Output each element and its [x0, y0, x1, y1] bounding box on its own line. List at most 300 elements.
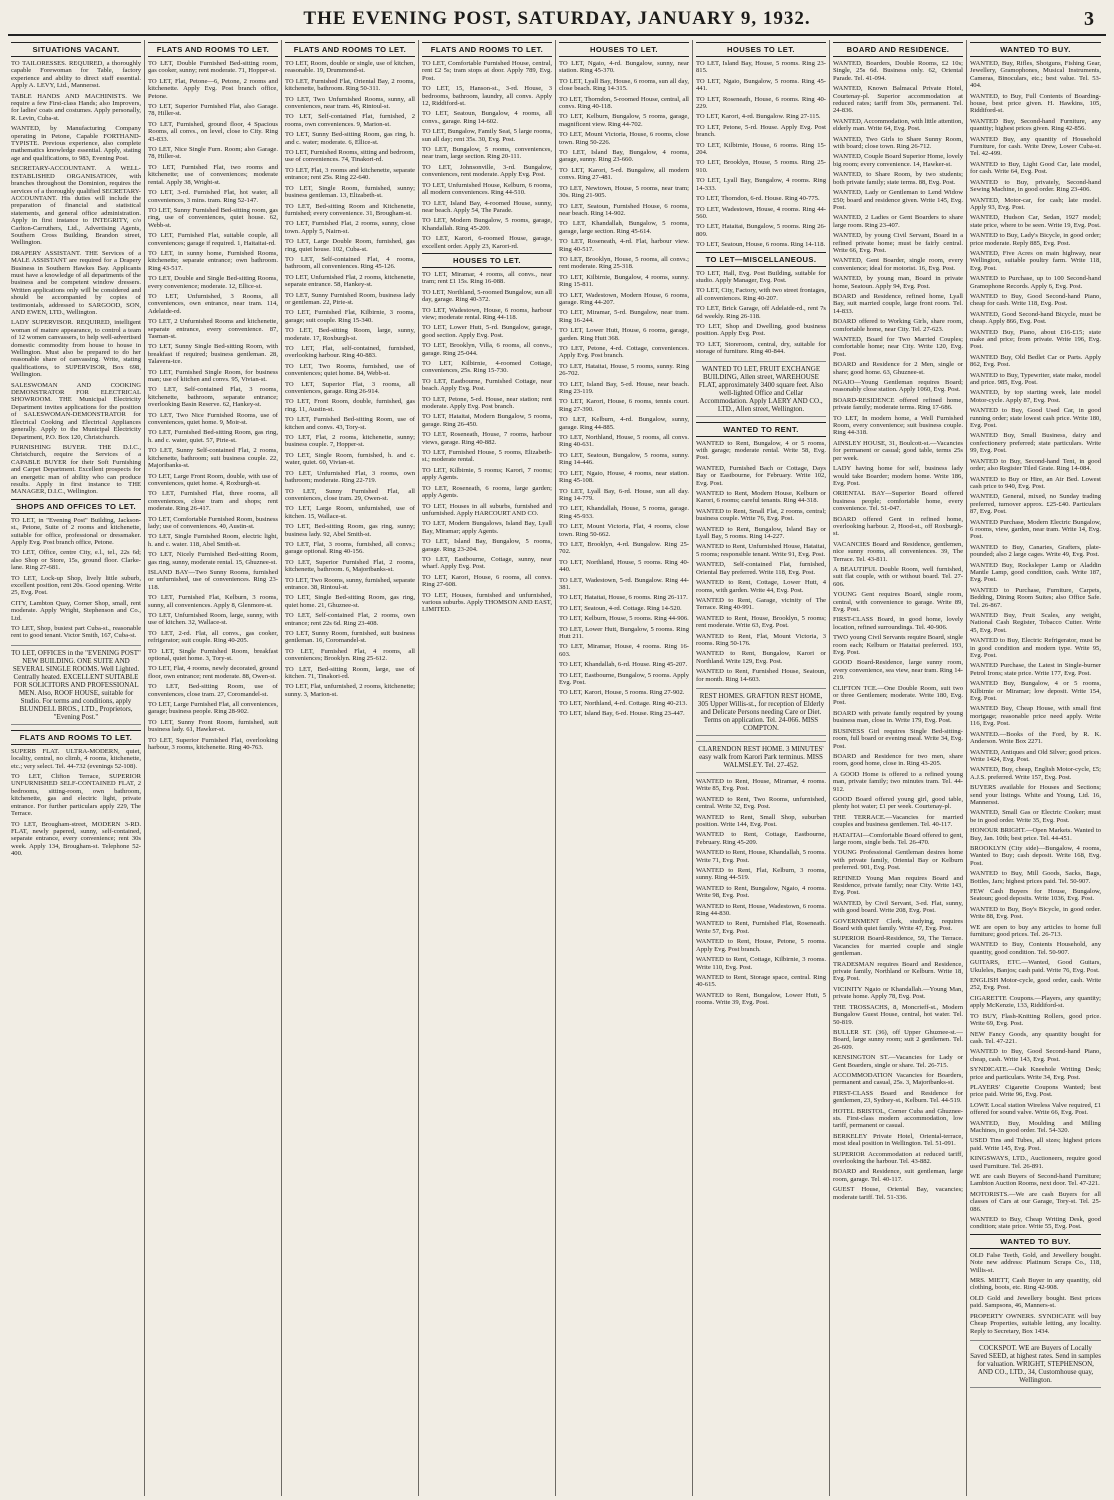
classified-ad: TO LET, Room, double or single, use of kitchen, reasonable. 19, Drummond-st. — [285, 60, 415, 75]
classified-ad: TO LET, Furnished Bed-sitting Room, use of kitchen and convs. 43, Tory-st. — [285, 416, 415, 431]
classified-ad: WANTED to Rent, House, Khandallah, 5 rooms. Write 71, Evg. Post. — [696, 849, 826, 864]
classified-ad: TO LET, Office, centre City, e.l., tel., 22s 6d; also Shop or Store, 15s, ground floor. Clarke-lane. Ring 27-681. — [11, 549, 141, 572]
classified-ad: WANTED to Rent, Bungalow, Lower Hutt, 5 rooms. Write 39, Evg. Post. — [696, 991, 826, 1007]
classified-ad: TO LET, Wadestown, House, 4 rooms. Ring 44-560. — [696, 205, 826, 220]
classified-ad: TO LET, Unfurnished Flat, 3 rooms, own bathroom; moderate. Ring 22-719. — [285, 469, 415, 485]
classified-ad: TO LET, Hataitai, Modern Bungalow, 5 rooms, garage. Ring 26-450. — [422, 413, 552, 428]
classified-ad: CITY, Lambton Quay, Corner Shop, small, rent moderate. Apply Wright, Stephenson and Co., Ltd. — [11, 599, 141, 622]
classified-ad: TO LET, Northland, House, 5 rooms, all convs. Ring 40-631. — [559, 434, 689, 449]
classified-ad: WANTED Purchase, Modern Electric Bungalow, 6 rooms, view, garden, near tram. Write 14, Evg. Post. — [970, 518, 1101, 541]
classified-ad: TO LET, Brooklyn, 4-rd. Bungalow. Ring 25-702. — [559, 540, 689, 556]
classified-ad: TO LET, 3-rd. Furnished Flat, hot water, all conveniences, 3 mins. tram. Ring 52-147. — [148, 189, 278, 204]
classified-ad: TO LET, Houses, furnished and unfurnished, various suburbs. Apply THOMSON AND EAST, LIMITED. — [422, 591, 552, 614]
classified-ad: TO LET, Karori, House, 5 rooms. Ring 27-902. — [559, 689, 685, 697]
classified-ad: WANTED Buy, Piano, about £16-£15; state make and price; from private. Write 196, Evg. Post. — [970, 328, 1101, 351]
classified-ad: TO LET, Superior Furnished Flat, overlooking harbour, 3 rooms, kitchenette. Ring 40-763. — [148, 736, 278, 752]
classified-ad: WANTED, General, mixed, no Sunday trading preferred, turnover approx. £25-£40. Particulars 87, Evg. Post. — [970, 493, 1101, 516]
classified-ad: TO LET, Furnished Flat, Kelburn, 3 rooms, sunny, all conveniences. Apply 8, Glenmore-st. — [148, 594, 278, 609]
section-heading: SITUATIONS VACANT. — [11, 42, 141, 57]
section-heading: HOUSES TO LET. — [696, 42, 826, 57]
classified-ad: WANTED to Rent, Bungalow, 4 or 5 rooms, with garage; moderate rental. Write 58, Evg. Post. — [696, 439, 826, 462]
classified-ad: WANTED to Buy, Electric Refrigerator, must be in good condition and modern type. Write 95, Evg. Post. — [970, 637, 1101, 660]
classified-ad: TO LET, Lower Hutt, House, 6 rooms, garage, garden. Ring Hutt 368. — [559, 327, 689, 342]
classified-ad: TO LET, Thorndon, 6-rd. House. Ring 40-775. — [696, 195, 820, 203]
classified-ad: ORIENTAL BAY—Superior Board offered business people; comfortable home, every convenience. Tel. 51-047. — [833, 490, 963, 513]
classified-ad: WANTED to Buy, Typewriter, state make, model and price. 985, Evg. Post. — [970, 371, 1101, 387]
classified-ad: TO LET, Houses in all suburbs, furnished and unfurnished. Apply HARCOURT AND CO. — [422, 502, 552, 517]
classified-ad: TO LET, Wadestown, 5-rd. Bungalow. Ring 44-381. — [559, 576, 689, 591]
classified-ad: TO LET, Unfurnished House, Kelburn, 6 rooms, all modern conveniences. Ring 44-510. — [422, 181, 552, 197]
classified-ad: TO LET, In modern home, a Well Furnished Room, every convenience; suit business couple. Ring 44-318. — [833, 414, 963, 437]
classified-ad: TO LET, Superior Flat, 3 rooms, all conveniences, garage. Ring 26-914. — [285, 380, 415, 396]
classified-ad: WANTED Buy, Old Bedlet Car or Parts. Apply 862, Evg. Post. — [970, 353, 1101, 369]
section-heading: FLATS AND ROOMS TO LET. — [11, 730, 141, 745]
classified-ad: TO LET, Newtown, House, 5 rooms, near tram; 30s. Ring 21-905. — [559, 184, 689, 200]
classified-ad: BOARD and Residence, suit gentleman, large room, garage. Tel. 40-117. — [833, 1168, 963, 1183]
classified-ad: TO LET, Furnished Single Room, for business man; use of kitchen and convs. 95, Vivian-st. — [148, 368, 278, 384]
classified-ad: WANTED to Rent, Small Flat, 2 rooms, central; business couple. Write 76, Evg. Post. — [696, 507, 826, 523]
section-heading: FLATS AND ROOMS TO LET. — [148, 42, 278, 57]
classified-ad: NGAIO—Young Gentleman requires Board; reasonably close station. Apply 1060, Evg. Post. — [833, 379, 963, 394]
classified-ad: TO BUY, Flash-Knitting Rollers, good price. Write 69, Evg. Post. — [970, 1012, 1101, 1028]
classified-ad: TO LET, Mount Victoria, Flat, 4 rooms, close town. Ring 50-662. — [559, 523, 689, 538]
classified-ad: TO LET, Single Room, furnished, sunny; business gentleman. 13, Elizabeth-st. — [285, 184, 415, 200]
classified-ad: WANTED to Buy or Hire, an Air Bed. Lowest cash price to 940, Evg. Post. — [970, 475, 1101, 490]
classified-ad: LOWE Local station Wireless Valve required, £1 offered for sound valve. Write 66, Evg. Post. — [970, 1101, 1101, 1117]
classified-ad: TO LET, Ngaio, Bungalow, 5 rooms. Ring 45-441. — [696, 77, 826, 93]
classified-ad: WANTED, Furnished Bach or Cottage, Days Bay or Eastbourne, for February. Write 102, Evg. Post. — [696, 464, 826, 487]
classified-ad: TO LET, Hataitai, House, 6 rooms. Ring 26-117. — [559, 594, 688, 602]
classified-ad: TRADESMAN requires Board and Residence, private family, Northland or Kelburn. Write 18, Evg. Post. — [833, 960, 963, 983]
section-heading: HOUSES TO LET. — [422, 253, 552, 268]
classified-ad: BOARD-RESIDENCE offered refined home, private family; moderate terms. Ring 17-686. — [833, 396, 963, 412]
classified-ad: SECRETARY-ACCOUNTANT. A WELL-ESTABLISHED ORGANISATION, with branches throughout the Dominion, requires the services of a thoroughly qualified SECRETARY-ACCOUNTANT. His duties will include the preparation of financial and statistical statements, and general office administration. Apply in first instance to INTEGRITY, c/o Carlton-Carruthers, Ltd., Advertising Agents, Southern Cross Building, Brandon street, Wellington. — [11, 165, 141, 247]
column-2 — [145, 40, 282, 1496]
classified-ad: WANTED to Rent, Cottage, Eastbourne, February. Ring 45-209. — [696, 831, 826, 846]
classified-ad: TO LET, Superior Furnished Flat, also Garage. 78, Hiller-st. — [148, 103, 278, 118]
classified-ad: WANTED to Rent, House, Miramar, 4 rooms. Write 85, Evg. Post. — [696, 777, 826, 793]
classified-ad: TO LET, Brougham-street, MODERN 3-RD. FLAT, newly papered, sunny, self-contained, separate entrance, every convenience; rent 30s week. Apply 134, Brougham-st. Telephone 52-400. — [11, 820, 141, 858]
section-heading: FLATS AND ROOMS TO LET. — [422, 42, 552, 57]
classified-ad: WANTED, by top starting week, late model Motor-cycle. Apply 87, Evg. Post. — [970, 389, 1101, 404]
classified-ad: WANTED to Rent, Two Rooms, unfurnished, central. Write 32, Evg. Post. — [696, 795, 826, 811]
classified-ad: TO LET, Seatoun, Bungalow, 5 rooms, sunny. Ring 14-446. — [559, 451, 689, 467]
classified-ad: TO LET, Sunny Furnished Room, business lady or gentleman. 22, Pirie-st. — [285, 291, 415, 306]
classified-ad: TO LET, Roseneath, 4-rd. Flat, harbour view. Ring 40-517. — [559, 238, 689, 253]
classified-ad: WANTED, Five Acres on main highway, near Wellington, suitable poultry farm. Write 118, Evg. Post. — [970, 249, 1101, 272]
classified-ad: TO LET, Shop and Dwelling, good business position. Apply Evg. Post. — [696, 322, 826, 338]
classified-ad: TO LET, Lyall Bay, Bungalow, 4 rooms. Ring 14-333. — [696, 177, 826, 192]
classified-ad: TO LET, Karori, House, 6 rooms, tennis court. Ring 27-390. — [559, 398, 689, 413]
classified-ad: CLIFTON TCE.—One Double Room, suit two or three Gentlemen; moderate. Write 180, Evg. Post. — [833, 684, 963, 707]
page-number: 3 — [1084, 8, 1094, 30]
classified-ad: WANTED to Buy, Contents Household, any quantity, good condition. Tel. 50-907. — [970, 941, 1101, 956]
classified-ad: A GOOD Home is offered to a refined young man, private family; two minutes tram. Tel. 44-912. — [833, 770, 963, 793]
classified-ad: TO LET, Flat, Petone—6, Petone, 2 rooms and kitchenette. Apply Evg. Post branch office, Petone. — [148, 77, 278, 100]
classified-ad: FIRST-CLASS Board and Residence for gentlemen, 23, Sydney-st., Kelburn. Tel. 44-519. — [833, 1089, 963, 1105]
classified-ad: WANTED to Rent, Unfurnished House, Hataitai, 5 rooms; responsible tenant. Write 91, Evg. Post. — [696, 543, 826, 558]
classified-ad: TO LET, Island Bay, House, 5 rooms. Ring 23-815. — [696, 60, 826, 75]
classified-ad: HONOUR BRIGHT.—Open Markets. Wanted to Buy, Jan. 10th; best price. Tel. 44-451. — [970, 827, 1101, 842]
classified-ad: OLD Gold and Jewellery bought. Best prices paid. Sampsons, 46, Manners-st. — [970, 1294, 1101, 1310]
classified-ad: GOOD Board offered young girl, good table, plenty hot water; £1 per week. Courtenay-pl. — [833, 795, 963, 811]
classified-ad: WANTED to Buy, Good Used Car, in good running order; state lowest cash price. Write 180, Evg. Post. — [970, 407, 1101, 430]
classified-ad: TO LET, Double and Single Bed-sitting Rooms, every convenience; moderate. 12, Ellice-st. — [148, 275, 278, 290]
classified-ad: TO LET, Ngaio, House, 4 rooms, near station. Ring 45-108. — [559, 469, 689, 485]
classified-ad: TO LET, Furnished Flat, two rooms and kitchenette; use of conveniences; moderate rental. Apply 38, Wright-st. — [148, 163, 278, 186]
classified-ad: TO LET, Brick Garage, off Adelaide-rd., rent 7s 6d weekly. Ring 26-118. — [696, 305, 826, 320]
display-advertisement: WANTED TO LET, FRUIT EXCHANGE BUILDING, Allen street, WAREHOUSE FLAT, approximately 3400 square feet. Also well-lighted Office and Cellar Accommodation. Apply LAERY AND CO., LTD., Allen street, Wellington. — [696, 361, 826, 417]
classified-ad: WANTED to Rent, Bungalow, Ngaio, 4 rooms. Write 98, Evg. Post. — [696, 884, 826, 900]
classified-ad: WANTED, 2 Ladies or Gent Boarders to share large room. Ring 23-407. — [833, 214, 963, 229]
classified-ad: THE TROSSACHS, 8, Moncrieff-st., Modern Bungalow Guest House, central, hot water. Tel. 50-819. — [833, 1003, 963, 1026]
classified-ad: WANTED to Buy, Good Second-hand Piano, cheap for cash. Write 118, Evg. Post. — [970, 292, 1101, 308]
classified-ad: TO LET, Large Double Room, furnished, gas ring, quiet house. 102, Cuba-st. — [285, 238, 415, 253]
classified-ad: MRS. MIETT, Cash Buyer in any quantity, old clothing, boots, etc. Ring 42-908. — [970, 1277, 1101, 1292]
classified-ad: WANTED to Purchase, Furniture, Carpets, Bedding, Dining Room Suites; also Office Safe. Tel. 26-867. — [970, 586, 1101, 609]
classified-ad: TO LET, Eastbourne, Bungalow, 5 rooms. Apply Evg. Post. — [559, 671, 689, 687]
classified-ad: TO LET, Wadestown, House, 6 rooms, harbour view; moderate rental. Ring 44-118. — [422, 306, 552, 321]
classified-ad: TO LET, Sunny Furnished Bed-sitting room, gas ring, use of conveniences, quiet house. 62, Webb-st. — [148, 206, 278, 229]
classified-ad: TWO young Civil Servants require Board, single room each; Kelburn or Hataitai preferred. 193, Evg. Post. — [833, 634, 963, 657]
classified-ad: CIGARETTE Coupons.—Players, any quantity; apply McKenzie, 133, Riddiford-st. — [970, 994, 1101, 1010]
classified-ad: KENSINGTON ST.—Vacancies for Lady or Gent Boarders, single or share. Tel. 26-715. — [833, 1054, 963, 1069]
classified-ad: TO LET, Flat, self-contained, furnished, overlooking harbour. Ring 40-883. — [285, 345, 415, 360]
classified-ad: TO LET, Island Bay, 6-rd. House. Ring 23-447. — [559, 710, 685, 718]
classified-ad: TO LET, Petone, 4-rd. Cottage, conveniences. Apply Evg. Post branch. — [559, 345, 689, 360]
classified-ad: WANTED Buy, Bungalow, 4 or 5 rooms, Kilbirnie or Miramar; low deposit. Write 154, Evg. Post. — [970, 680, 1101, 703]
classified-ad: TO LET, Khandallah, 6-rd. House. Ring 45-207. — [559, 661, 688, 669]
section-heading: BOARD AND RESIDENCE. — [833, 42, 963, 57]
classified-ad: WANTED to Rent, Garage, vicinity of The Terrace. Ring 40-991. — [696, 596, 826, 612]
classified-ad: TO LET, Clifton Terrace, SUPERIOR UNFURNISHED SELF-CONTAINED FLAT, 2 bedrooms, sitting-room, own bathroom, kitchenette, gas and electric light, private entrance. For further particulars apply 229, The Terrace. — [11, 773, 141, 818]
classified-ad: WANTED Buy, Small Business, dairy and confectionery preferred; state particulars. Write 99, Evg. Post. — [970, 432, 1101, 455]
classified-ad: REFINED Young Man requires Board and Residence, private family; near City. Write 143, Evg. Post. — [833, 874, 963, 897]
classified-ad: SUPERIOR Board-Residence, 59, The Terrace. Vacancies for married couple and single gentleman. — [833, 935, 963, 958]
classified-ad: WANTED to Buy, Good Second-hand Piano, cheap, cash. Write 143, Evg. Post. — [970, 1048, 1101, 1063]
classified-ad: YOUNG Gent requires Board, single room, central, with convenience to garage. Write 89, Evg. Post. — [833, 591, 963, 613]
classified-ad: TO LET, Petone, 5-rd. House, near station; rent moderate. Apply Evg. Post branch. — [422, 395, 552, 411]
classified-ad: GOVERNMENT Clerk, studying, requires Board with quiet family. Write 47, Evg. Post. — [833, 917, 963, 933]
classified-ad: FIRST-CLASS Board, in good home, lovely location, refined surroundings. Tel. 40-906. — [833, 616, 963, 631]
classified-ad: TO LET, Island Bay, 4-roomed House, sunny, near beach. Apply 54, The Parade. — [422, 199, 552, 214]
classified-ad: WANTED to Rent, Bungalow, Karori or Northland. Write 129, Evg. Post. — [696, 650, 826, 665]
classified-ad: TO LET, 2 Unfurnished Rooms and kitchenette, separate entrance, every convenience. 87, Tasman-st. — [148, 318, 278, 340]
section-heading: TO LET—MISCELLANEOUS. — [696, 252, 826, 267]
classified-ad: WANTED to Rent, Modern House, Kelburn or Karori, 6 rooms; careful tenants. Ring 44-318. — [696, 490, 826, 505]
classified-ad: TO LET, Sunny Self-contained Flat, 2 rooms, kitchenette, bathroom; suit business couple. 22, Majoribanks-st. — [148, 447, 278, 470]
classified-ad: TO LET, Front Room, double, furnished, gas ring. 11, Austin-st. — [285, 398, 415, 413]
classified-ad: GOOD Board-Residence, large sunny room, every convenience, sea view, near tram. Ring 14-219. — [833, 659, 963, 682]
classified-ad: TO TAILORESSES. REQUIRED, a thoroughly capable Forewoman for Table, factory experience and ability to direct staff essential. Apply A. LEVY, Ltd., Mannersst. — [11, 60, 141, 90]
column-4 — [419, 40, 556, 1496]
classified-ad: WANTED, to Share Room, by two students; both private family; state terms. 88, Evg. Post. — [833, 171, 963, 186]
classified-ad: WANTED to Rent, Flat, Kelburn, 3 rooms, sunny. Ring 44-519. — [696, 867, 826, 882]
classified-ad: SYNDICATE.—Oak Kneehole Writing Desk; price and particulars. Write 34, Evg. Post. — [970, 1066, 1101, 1081]
display-advertisement: COCKSPOT. WE are Buyers of Locally Saved SEED, at highest rates. Send in samples for valuation. WRIGHT, STEPHENSON, AND CO., LTD., 34, Customhouse quay, Wellington. — [970, 1340, 1101, 1388]
classified-ad: TO LET, Thorndon, 5-roomed House, central, all convs. Ring 40-118. — [559, 95, 689, 111]
classified-ad: WANTED, Boarders, Double Rooms, £2 10s; Single, 25s 6d. Business only. 62, Oriental Parade. Tel. 41-094. — [833, 60, 963, 82]
classified-ad: TO LET, Furnished Flat, three rooms, all conveniences, close tram and shops; rent moderate. Ring 26-417. — [148, 490, 278, 513]
classified-ad: TO LET, Bed-sitting Room, use of conveniences, close tram. 27, Coromandel-st. — [148, 683, 278, 698]
classified-ad: TO LET, 2-rd. Flat, all convs., gas cooker, refrigerator; suit couple. Ring 40-205. — [148, 629, 278, 645]
classified-ad: AINSLEY HOUSE, 31, Boulcott-st.—Vacancies for permanent or casual; good table, terms 25s per week. — [833, 439, 963, 462]
classified-ad: WANTED to Buy, Mill Goods, Sacks, Bags, Bottles, Jars; highest prices paid. Tel. 50-907. — [970, 870, 1101, 885]
classified-ad: TO LET, Northland, 4-rd. Cottage. Ring 40-213. — [559, 699, 688, 707]
classified-ad: NEW Fancy Goods, any quantity bought for cash. Tel. 47-221. — [970, 1030, 1101, 1045]
classified-ad: TO LET, Flat, 3 rooms and kitchenette, separate entrance; rent 25s. Ring 22-640. — [285, 166, 415, 182]
classified-ad: TO LET, Furnished Flat, Oriental Bay, 2 rooms, kitchenette, bathroom. Ring 50-311. — [285, 77, 415, 93]
classified-ad: LADY having home for self, business lady would take Boarder; modern home. Write 186, Evg. Post. — [833, 465, 963, 487]
classified-ad: WANTED to Rent, House, Brooklyn, 5 rooms; rent moderate. Write 63, Evg. Post. — [696, 614, 826, 630]
classified-ad: TO LET, Karori, 4-rd. Bungalow. Ring 27-115. — [696, 113, 821, 121]
classified-ad: WANTED, Couple Board Superior Home, lovely big room; every convenience. 14, Hawker-st. — [833, 153, 963, 168]
classified-ad: BOARD with private family required by young business man, close in. Write 179, Evg. Post. — [833, 709, 963, 725]
classified-ad: TO LET, Flat, 3 rooms, furnished, all convs.; garage optional. Ring 40-156. — [285, 540, 415, 556]
classified-ad: TO LET, Sunny Single Bed-sitting Room, with breakfast if required; business gentleman. 28, Talavera-tce. — [148, 343, 278, 366]
classified-ad: SUPERB FLAT. ULTRA-MODERN, quiet, locality, central, no climb, 4 rooms, kitchenette, etc.; very select. Tel. 44-732 (evenings 52-108). — [11, 747, 141, 770]
classified-ad: TO LET, Kelburn, House, 5 rooms. Ring 44-906. — [559, 615, 689, 623]
classified-ad: TO LET, Roseneath, 6 rooms, large garden; apply Agents. — [422, 484, 552, 500]
classified-ad: BERKELEY Private Hotel, Oriental-terrace, most ideal position in Wellington. Tel. 51-091. — [833, 1132, 963, 1148]
classified-ad: WANTED, Known Balmacal Private Hotel, Courtenay-pl. Superior accommodation at reduced rates; tariff from 30s, permanent. Tel. 24-836. — [833, 85, 963, 115]
classified-ad: YOUNG Professional Gentleman desires home with private family, Oriental Bay or Kelburn preferred. 901, Evg. Post. — [833, 849, 963, 872]
classified-ad: BOARD and Residence for two men, share room, good home, close in. Ring 43-205. — [833, 752, 963, 768]
classified-ad: TO LET, Kelburn, Bungalow, 5 rooms, garage, magnificent view. Ring 44-702. — [559, 113, 689, 128]
classified-ad: WE are open to buy any articles to home full furniture; good prices. Tel. 26-713. — [970, 923, 1101, 939]
classified-ad: TO LET, Self-contained Flat, 4 rooms, bathroom, all conveniences. Ring 45-126. — [285, 255, 415, 271]
classified-ad: PROPERTY OWNERS. SYNDICATE will buy Cheap Properties, suitable letting, any locality. Reply to Secretary, Box 1434. — [970, 1312, 1101, 1335]
classified-ad: WANTED, by Manufacturing Company operating in Petone, Capable FORTHAND-TYPISTE. Previous experience, also complete mathematics knowledge essential. Apply, stating age and qualifications, to 983, Evening Post. — [11, 125, 141, 162]
classified-ad: WE are cash Buyers of Second-hand Furniture; Lambton Auction Rooms, next door. Tel. 47-221. — [970, 1173, 1101, 1188]
classified-ad: BUSINESS Girl requires Single Bed-sitting-room, full board or evening meal. Write 34, Evg. Post. — [833, 727, 963, 750]
classified-ad: TO LET, Sunny Room, furnished, suit business gentleman. 16, Coromandel-st. — [285, 630, 415, 645]
classified-ad: TO LET, Two Unfurnished Rooms, sunny, all conveniences, near tram. 46, Rintoul-st. — [285, 95, 415, 111]
classified-ad: WANTED to Rent, Cottage, Kilbirnie, 3 rooms. Write 110, Evg. Post. — [696, 956, 826, 971]
display-advertisement: CLARENDON REST HOME. 3 MINUTES' easy walk from Karori Park terminus. MISS WALMSLEY. Tel. 27-452. — [696, 741, 826, 773]
classified-ad: TO LET, in sunny home, Furnished Rooms, kitchenette; separate entrance; own bathroom. Ring 43-517. — [148, 249, 278, 272]
classified-ad: WANTED to Purchase, up to 100 Second-hand Gramophone Records. Apply 6, Evg. Post. — [970, 275, 1101, 290]
classified-ad: TO LET, Sunny Furnished Flat, all conveniences, close tram. 29, Owen-st. — [285, 487, 415, 502]
classified-ad: TO LET, Seatoun, 4-rd. Cottage. Ring 14-520. — [559, 604, 682, 612]
classified-ad: TO LET, Lock-up Shop, lively little suburb, excellent position, rent 20s. Good opening. Write 25, Evg. Post. — [11, 574, 141, 597]
classified-ad: TO LET, Furnished Flat, 2 rooms, sunny, close town. Apply 5, Nairn-st. — [285, 220, 415, 235]
classified-ad: WANTED, by young man, Board in private home, Seatoun. Apply 94, Evg. Post. — [833, 275, 963, 290]
section-heading: SHOPS AND OFFICES TO LET. — [11, 499, 141, 514]
classified-ad: WANTED Buy, Cheap House, with small first mortgage; reasonable price need apply. Write 116, Evg. Post. — [970, 705, 1101, 728]
classified-ad: MOTORISTS.—We are cash Buyers for all classes of Cars at our Garage, Tory-st. Tel. 25-086. — [970, 1190, 1101, 1213]
classified-ad: FURNISHING BUYER. THE D.I.C., Christchurch, require the Services of a CAPABLE BUYER for their Soft Furnishing and Carpet Department. Excellent prospects for an energetic man of ability who can produce results. Apply in first instance to THE MANAGER, D.I.C., Wellington. — [11, 443, 141, 496]
classified-ad: BROOKLYN (City side)—Bungalow, 4 rooms, Wanted to Buy; cash deposit. Write 168, Evg. Post. — [970, 844, 1101, 867]
classified-ad: WANTED, Good Second-hand Bicycle, must be cheap. Apply 866, Evg. Post. — [970, 310, 1101, 326]
classified-ad: TO LET, Furnished Flat, suitable couple, all conveniences; garage if required. 1, Haitaitai-rd. — [148, 232, 278, 247]
classified-ad: TO LET, Superior Furnished Flat, 2 rooms, kitchenette, bathroom. 6, Majoribanks-st. — [285, 558, 415, 574]
classified-ad: THE TERRACE.—Vacancies for married couples and business gentlemen. Tel. 40-117. — [833, 813, 963, 829]
classified-ad: TO LET, Self-contained Flat, 2 rooms, own entrance; rent 22s 6d. Ring 23-408. — [285, 612, 415, 627]
classified-ad: HATAITAI—Comfortable Board offered to gent, large room, single beds. Tel. 26-470. — [833, 831, 963, 846]
classified-ad: WANTED to Rent, House, Wadestown, 6 rooms. Ring 44-830. — [696, 902, 826, 918]
classified-ad: TO LET, Seatoun, Furnished House, 6 rooms, near beach. Ring 14-902. — [559, 202, 689, 217]
classified-ad: BOARD offered Gent in refined home, overlooking harbour. 2, Hood-st., off Roxburgh-st. — [833, 515, 963, 538]
classified-ad: TO LET, Petone, 5-rd. House. Apply Evg. Post branch. — [696, 123, 826, 139]
classified-ad: ENGLISH Motor-cycle, good order, cash. Write 252, Evg. Post. — [970, 977, 1101, 992]
classified-ad: TO LET, Furnished Rooms, sitting and bedroom, use of conveniences. 74, Tinakori-rd. — [285, 149, 415, 164]
classified-ad: TO LET, Miramar, House, 4 rooms. Ring 16-603. — [559, 643, 689, 658]
classified-ad: WANTED Buy, Rocksleper Lamp or Aladdin Mantle Lamp, good condition, cash. Write 187, Evg. Post. — [970, 561, 1101, 584]
classified-ad: DRAPERY ASSISTANT. THE Services of a MALE ASSISTANT are required for a Drapery Business in Southern Hawkes Bay. Applicants must have a knowledge of all departments of the business and be competent window dressers. Written applications only will be considered and should be accompanied by copies of testimonials, addressed to SARGOOD, SON, AND EWEN, LTD., Wellington. — [11, 249, 141, 316]
classified-ad: TO LET, Hall, Evg. Post Building, suitable for studio. Apply Manager, Evg. Post. — [696, 269, 826, 284]
classified-columns — [8, 40, 1106, 1496]
classified-ad: WANTED to Rent, Furnished Flat, Roseneath. Write 57, Evg. Post. — [696, 920, 826, 935]
classified-ad: TO LET, Miramar, 4 rooms, all convs., near tram; rent £1 15s. Ring 16-088. — [422, 270, 552, 286]
classified-ad: HOTEL BRISTOL, Corner Cuba and Ghuznee-sts. First-class modern accommodation, low tariff, permanent or casual. — [833, 1107, 963, 1130]
classified-ad: TO LET, Furnished Flat, Kilbirnie, 3 rooms, garage; suit couple. Ring 15-340. — [285, 309, 415, 324]
classified-ad: WANTED, Antiques and Old Silver; good prices. Write 1424, Evg. Post. — [970, 748, 1101, 763]
classified-ad: TO LET, Lyall Bay, 6-rd. House, sun all day. Ring 14-779. — [559, 487, 689, 502]
classified-ad: TO LET, Self-contained Flat, 3 rooms, kitchenette, bathroom, separate entrance; overlooking Basin Reserve. 62, Hankey-st. — [148, 386, 278, 409]
classified-ad: WANTED to Rent, House, Petone, 5 rooms. Apply Evg. Post branch. — [696, 938, 826, 953]
classified-ad: KINGSWAYS, LTD., Auctioneers, require good used Furniture. Tel. 26-891. — [970, 1155, 1101, 1170]
classified-ad: TO LET, Flat, 4 rooms, newly decorated, ground floor, own entrance; rent moderate. 88, Owen-st. — [148, 665, 278, 680]
section-heading: WANTED TO RENT. — [696, 422, 826, 437]
classified-ad: LADY SUPERVISOR. REQUIRED, intelligent woman of mature appearance, to control a team of 12 women canvassers, to help well-advertised domestic commodity from house to house in Wellington. Must also be prepared to do her reasonable share of canvassing. Write, stating qualifications, to SUPERVISOR, Box 698, Wellington. — [11, 319, 141, 379]
section-heading: FLATS AND ROOMS TO LET. — [285, 42, 415, 57]
classified-ad: TO LET, Eastbourne, Furnished Cottage, near beach. Apply Evg. Post. — [422, 377, 552, 393]
classified-ad: WANTED to Buy, Boy's Bicycle, in good order. Write 88, Evg. Post. — [970, 905, 1101, 921]
classified-ad: WANTED, Hudson Car, Sedan, 1927 model; state price, where to be seen. Write 19, Evg. Post. — [970, 214, 1101, 229]
classified-ad: WANTED, Two Girls to Share Sunny Room, with board; close town. Ring 26-712. — [833, 135, 963, 151]
classified-ad: TO LET, Single Furnished Room, breakfast optional, quiet home. 3, Tory-st. — [148, 647, 278, 663]
classified-ad: WANTED to Buy, Canaries, Grafters, plate-pounded; also 2 large cages. Write 49, Evg. Post. — [970, 543, 1101, 559]
display-advertisement: TO LET, OFFICES in the "EVENING POST" NEW BUILDING. ONE SUITE AND SEVERAL SINGLE ROOMS. Well Lighted. Centrally heated. EXCELLENT SUITABLE FOR SOLICITORS AND PROFESSIONAL MEN. Also, ROOF HOUSE, suitable for Studio. For terms and conditions, apply BLUNDELL BROS., LTD., Proprietors, "Evening Post." — [11, 645, 141, 725]
classified-ad: WANTED, to Buy, Full Contents of Boarding-house, best price given. H. Hawkins, 105, Riddiford-st. — [970, 92, 1101, 115]
classified-ad: TO LET, Kilbirnie, Bungalow, 4 rooms, sunny. Ring 15-811. — [559, 273, 689, 289]
classified-ad: TO LET, Furnished Flat, 4 rooms, all conveniences; Brooklyn. Ring 25-612. — [285, 647, 415, 663]
classified-ad: WANTED, Board for Two Married Couples; comfortable home; near City. Write 120, Evg. Post. — [833, 336, 963, 358]
classified-ad: TO LET, 15, Hanson-st., 3-rd. House, 3 bedrooms, bathroom, laundry, all convs. Apply 12, Riddiford-st. — [422, 85, 552, 108]
classified-ad: TO LET, Single Room, furnished, h. and c. water, quiet. 60, Vivian-st. — [285, 451, 415, 467]
classified-ad: TO LET, Northland, House, 5 rooms. Ring 40-440. — [559, 558, 689, 574]
classified-ad: TO LET, Khandallah, House, 5 rooms, garage. Ring 45-933. — [559, 505, 689, 520]
classified-ad: TO LET, Furnished House, 5 rooms, Elizabeth-st.; moderate rental. — [422, 449, 552, 464]
classified-ad: OLD False Teeth, Gold, and Jewellery bought. Note new address: Platinum Scraps Co., 118, Willis-st. — [970, 1251, 1101, 1274]
classified-ad: TO LET, Flat, 2 rooms, kitchenette, sunny; business couple. 7, Hopper-st. — [285, 434, 415, 449]
classified-ad: TO LET, Large Front Room, double, with use of conveniences, quiet home. 4, Roxburgh-st. — [148, 472, 278, 487]
classified-ad: TO LET, Hataitai, House, 5 rooms, sunny. Ring 26-702. — [559, 362, 689, 378]
classified-ad: TO LET, Island Bay, Bungalow, 5 rooms, garage. Ring 23-204. — [422, 538, 552, 553]
classified-ad: TO LET, Seatoun, House, 6 rooms. Ring 14-118. — [696, 241, 826, 249]
classified-ad: WANTED, Buy, cheap, English Motor-cycle, £5; A.J.S. preferred. Write 157, Evg. Post. — [970, 766, 1101, 781]
classified-ad: WANTED to Rent, Bungalow, Island Bay or Lyall Bay, 5 rooms. Ring 14-227. — [696, 525, 826, 541]
classified-ad: TO LET, Brooklyn, House, 5 rooms, all convs.; rent moderate. Ring 25-318. — [559, 255, 689, 271]
display-advertisement: REST HOMES. GRAFTON REST HOME, 305 Upper Willis-st., for reception of Elderly and Delicate Persons needing Care or Diet. Terms on application. Tel. 24-066. MISS COMPTON. — [696, 688, 826, 736]
classified-ad: TO LET, Bed-sitting Room and Kitchenette, furnished; every convenience. 31, Brougham-st. — [285, 202, 415, 217]
column-1 — [8, 40, 145, 1496]
section-heading: HOUSES TO LET. — [559, 42, 689, 57]
classified-ad: GUEST House, Oriental Bay, vacancies; moderate tariff. Tel. 51-336. — [833, 1186, 963, 1201]
section-heading: WANTED TO BUY. — [970, 42, 1101, 57]
classified-ad: ACCOMMODATION Vacancies for Boarders, permanent and casual, 25s. 3, Majoribanks-st. — [833, 1071, 963, 1087]
classified-ad: TO LET, Lower Hutt, Bungalow, 5 rooms. Ring Hutt 211. — [559, 625, 689, 640]
classified-ad: BOARD and Residence, refined home, Lyall Bay, suit married couple, large front room. Tel. 14-833. — [833, 292, 963, 315]
classified-ad: TO LET, Sunny Bed-sitting Room, gas ring, h. and c. water; moderate. 6, Ellice-st. — [285, 131, 415, 146]
classified-ad: TO LET, Self-contained Flat, furnished, 2 rooms, own conveniences. 9, Marion-st. — [285, 113, 415, 128]
classified-ad: TO LET, Two Nice Furnished Rooms, use of conveniences, quiet home. 9, Moir-st. — [148, 411, 278, 427]
classified-ad: WANTED.—Books of the Ford, by R. K. Anderson. Write Box 2271. — [970, 730, 1101, 746]
classified-ad: TO LET, Bed-sitting Room, gas ring, sunny; business lady. 92, Abel Smith-st. — [285, 523, 415, 538]
classified-ad: TO LET, Hataitai, Bungalow, 5 rooms. Ring 26-809. — [696, 223, 826, 238]
classified-ad: TO LET, Nicely Furnished Bed-sitting Room, gas ring, sunny, moderate rental. 15, Ghuznee-st. — [148, 551, 278, 566]
classified-ad: WANTED Buy, any quantity of Household Furniture, for cash. Write Drew, Lower Cuba-st. Tel. 42-499. — [970, 135, 1101, 158]
classified-ad: TO LET, Island Bay, 5-rd. House, near beach. Ring 23-119. — [559, 380, 689, 396]
classified-ad: VACANCIES Board and Residence, gentlemen, nice sunny rooms, all conveniences. 39, The Terrace. Tel. 43-811. — [833, 540, 963, 563]
classified-ad: TO LET, Roseneath, House, 6 rooms. Ring 40-229. — [696, 95, 826, 111]
classified-ad: WANTED, Self-contained Flat, furnished, Oriental Bay preferred. Write 118, Evg. Post. — [696, 561, 826, 576]
classified-ad: TO LET, in "Evening Post" Building, Jackson-st., Petone, Suite of 2 rooms and kitchenette, suitable for office, professional or dressmaker. Apply Evg. Post branch office, Petone. — [11, 516, 141, 546]
classified-ad: TO LET, Miramar, 5-rd. Bungalow, near tram. Ring 16-244. — [559, 309, 689, 324]
classified-ad: WANTED to Rent, Furnished House, Seatoun, for month. Ring 14-603. — [696, 668, 826, 683]
classified-ad: TO LET, Furnished Bed-sitting Room, gas ring, h. and c. water, quiet. 57, Pirie-st. — [148, 429, 278, 444]
classified-ad: BUYERS available for Houses and Sections; send your listings. White and Young, Ltd. 16, Mannersst. — [970, 784, 1101, 806]
classified-ad: TO LET, Single Bed-sitting Room, gas ring, quiet home. 21, Ghuznee-st. — [285, 594, 415, 609]
classified-ad: WANTED, Gent Boarder, single room, every convenience; ideal for motorist. 16, Evg. Post. — [833, 257, 963, 272]
classified-ad: TO LET, Kilbirnie, 5 rooms; Karori, 7 rooms; apply Agents. — [422, 466, 552, 482]
classified-ad: TO LET, Seatoun, Bungalow, 4 rooms, all convs., garage. Ring 14-602. — [422, 110, 552, 125]
classified-ad: WANTED, Lady or Gentleman to Lend Widow £50; board and residence given. Write 145, Evg. Post. — [833, 189, 963, 211]
classified-ad: TO LET, Unfurnished, 3 Rooms, all conveniences, own entrance, near tram. 114, Adelaide-rd. — [148, 292, 278, 315]
classified-ad: WANTED to Buy, Cheap Writing Desk, good condition; state price. Write 55, Evg. Post. — [970, 1216, 1101, 1231]
column-7 — [830, 40, 967, 1496]
classified-ad: TO LET, Storeroom, central, dry, suitable for storage of furniture. Ring 40-844. — [696, 340, 826, 356]
column-5 — [556, 40, 693, 1496]
classified-ad: TO LET, Khandallah, Bungalow, 5 rooms, garage, large section. Ring 45-614. — [559, 220, 689, 235]
classified-ad: WANTED to Rent, Cottage, Lower Hutt, 4 rooms, with garden. Write 44, Evg. Post. — [696, 579, 826, 594]
classified-ad: PLAYERS' Cigarette Coupons Wanted; best price paid. Write 96, Evg. Post. — [970, 1083, 1101, 1099]
classified-ad: BOARD offered to Working Girls, share room, comfortable home, near City. Tel. 27-623. — [833, 318, 963, 333]
classified-ad: TO LET, Sunny Front Room, furnished, suit business lady. 61, Hawker-st. — [148, 718, 278, 734]
classified-ad: TO LET, Kilbirnie, House, 6 rooms. Ring 15-204. — [696, 141, 826, 157]
classified-ad: WANTED, Buy, Rifles, Shotguns, Fishing Gear, Jewellery, Gramophones, Musical Instruments, Cameras, Binoculars, etc.; best value. Tel. 53-404. — [970, 60, 1101, 90]
classified-ad: A BEAUTIFUL Double Room, well furnished, suit flat couple, with or without board. Tel. 27-606. — [833, 565, 963, 588]
classified-ad: TO LET, Lower Hutt, 5-rd. Bungalow, garage, good section. Apply Evg. Post. — [422, 324, 552, 339]
classified-ad: WANTED to Rent, Small Shop, suburban position. Write 144, Evg. Post. — [696, 813, 826, 828]
classified-ad: WANTED Purchase, the Latest in Single-burner Petrol Irons; state price. Write 177, Evg. Post. — [970, 662, 1101, 677]
classified-ad: TO LET, Unfurnished Room, large, sunny, with use of kitchen. 32, Wallace-st. — [148, 612, 278, 627]
classified-ad: TO LET, Northland, 5-roomed Bungalow, sun all day, garage. Ring 40-372. — [422, 288, 552, 304]
classified-ad: WANTED to Rent, Flat, Mount Victoria, 3 rooms. Ring 50-176. — [696, 632, 826, 647]
classified-ad: TO LET, Comfortable Furnished House, central, rent £2 5s; tram stops at door. Apply 789, Evg. Post. — [422, 60, 552, 82]
classified-ad: WANTED to Buy, privately, Second-hand Sewing Machine, in good order. Ring 23-406. — [970, 178, 1101, 194]
classified-ad: TO LET, Double Furnished Bed-sitting room, gas cooker, sunny; rent moderate. 71, Hopper-st. — [148, 60, 278, 75]
classified-ad: TO LET, Bed-sitting Room, large, use of kitchen. 71, Tinakori-rd. — [285, 665, 415, 681]
classified-ad: TO LET, Kelburn, 4-rd. Bungalow, sunny, garage. Ring 44-885. — [559, 416, 689, 431]
classified-ad: TO LET, Brooklyn, Villa, 6 rooms, all convs., garage. Ring 25-044. — [422, 342, 552, 357]
classified-ad: TO LET, Bed-sitting Room, large, sunny, moderate. 17, Roxburgh-st. — [285, 327, 415, 342]
classified-ad: TO LET, Wadestown, Modern House, 6 rooms, garage. Ring 44-207. — [559, 291, 689, 306]
classified-ad: TO LET, Two Rooms, sunny, furnished, separate entrance. 38, Rintoul-st. — [285, 576, 415, 591]
classified-ad: ISLAND BAY—Two Sunny Rooms, furnished or unfurnished, use of conveniences. Ring 23-118. — [148, 568, 278, 591]
classified-ad: WANTED, Accommodation, with little attention, elderly man. Write 64, Evg. Post. — [833, 117, 963, 133]
classified-ad: WANTED, Buy, Moulding and Milling Machines, in good order. Tel. 54-320. — [970, 1119, 1101, 1134]
classified-ad: TO LET, Karori, House, 6 rooms, all convs. Ring 27-608. — [422, 573, 552, 589]
classified-ad: TO LET, Lyall Bay, House, 6 rooms, sun all day, close beach. Ring 14-315. — [559, 77, 689, 93]
column-8 — [967, 40, 1104, 1496]
classified-ad: SUPERIOR Accommodation at reduced tariff, overlooking the harbour. Tel. 43-882. — [833, 1150, 963, 1165]
section-heading: WANTED TO BUY. — [970, 1234, 1101, 1249]
classified-ad: TO LET, Large Room, unfurnished, use of kitchen. 15, Wallace-st. — [285, 505, 415, 520]
classified-ad: TO LET, Mount Victoria, House, 6 rooms, close town. Ring 50-226. — [559, 131, 689, 146]
classified-ad: TO LET, Karori, 6-roomed House, garage, excellent order. Apply 23, Karori-rd. — [422, 235, 552, 250]
